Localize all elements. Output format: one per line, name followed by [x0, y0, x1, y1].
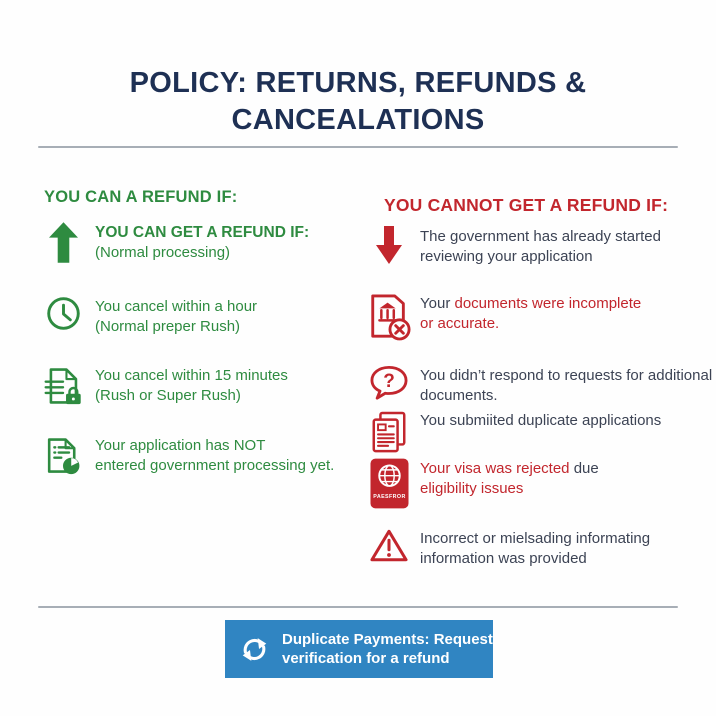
document-bank-x-icon	[366, 293, 412, 341]
question-bubble-icon	[366, 365, 412, 401]
item-text: The government has already started	[420, 228, 661, 245]
list-item	[366, 365, 712, 405]
item-text: Your visa was rejected due	[420, 460, 599, 477]
can-refund-header: YOU CAN A REFUND IF:	[44, 188, 238, 206]
document-clock-icon	[44, 435, 82, 477]
list-item	[366, 528, 650, 568]
title-line: POLICY: RETURNS, REFUNDS &	[129, 67, 587, 100]
list-item	[44, 435, 334, 477]
list-item	[366, 458, 599, 509]
list-item	[44, 365, 288, 407]
list-item	[366, 226, 661, 266]
document-lock-icon	[44, 365, 82, 407]
item-text: (Normal processing)	[95, 243, 231, 261]
item-text: information was provided	[420, 549, 587, 567]
item-text: reviewing your application	[420, 247, 593, 265]
item-text: Incorrect or mielsading informating	[420, 530, 651, 547]
passport-icon	[366, 458, 412, 509]
clock-icon	[44, 296, 82, 331]
duplicate-payments-banner	[225, 620, 493, 678]
title-line: CANCEALATIONS	[231, 104, 485, 137]
item-text: YOU CAN GET A REFUND IF:	[95, 224, 310, 241]
svg-text:PAESFROR: PAESFROR	[372, 494, 406, 501]
warning-triangle-icon	[366, 528, 412, 564]
item-text: You didn’t respond to requests for additional	[420, 367, 713, 384]
banner-text: Duplicate Payments: Request	[282, 631, 493, 648]
sync-icon	[239, 635, 270, 664]
item-text: (Rush or Super Rush)	[95, 386, 241, 404]
svg-text:?: ?	[383, 370, 395, 392]
item-text: (Normal preper Rush)	[95, 317, 241, 335]
item-text: eligibility issues	[420, 479, 524, 497]
duplicate-documents-icon	[366, 410, 412, 456]
list-item	[44, 296, 257, 336]
cannot-refund-column	[366, 195, 716, 595]
item-text: You cancel within 15 minutes	[95, 367, 288, 384]
cannot-refund-header: YOU CANNOT GET A REFUND IF:	[384, 195, 669, 215]
item-text: Your documents were incomplete	[420, 295, 642, 312]
divider	[38, 146, 678, 148]
up-arrow-icon	[44, 222, 82, 263]
item-text: documents.	[420, 386, 498, 404]
page-title	[0, 65, 716, 139]
item-text: entered government processing yet.	[95, 456, 335, 474]
item-text: Your application has NOT	[95, 437, 266, 454]
list-item	[366, 293, 641, 341]
item-text: You cancel within a hour	[95, 298, 258, 315]
down-arrow-icon	[366, 226, 412, 264]
list-item	[44, 222, 309, 263]
divider	[38, 606, 678, 608]
can-refund-column	[44, 188, 356, 518]
item-text: You submiited duplicate applications	[420, 412, 662, 429]
item-text: or accurate.	[420, 314, 500, 332]
banner-text: verification for a refund	[282, 650, 450, 667]
list-item	[366, 410, 661, 456]
